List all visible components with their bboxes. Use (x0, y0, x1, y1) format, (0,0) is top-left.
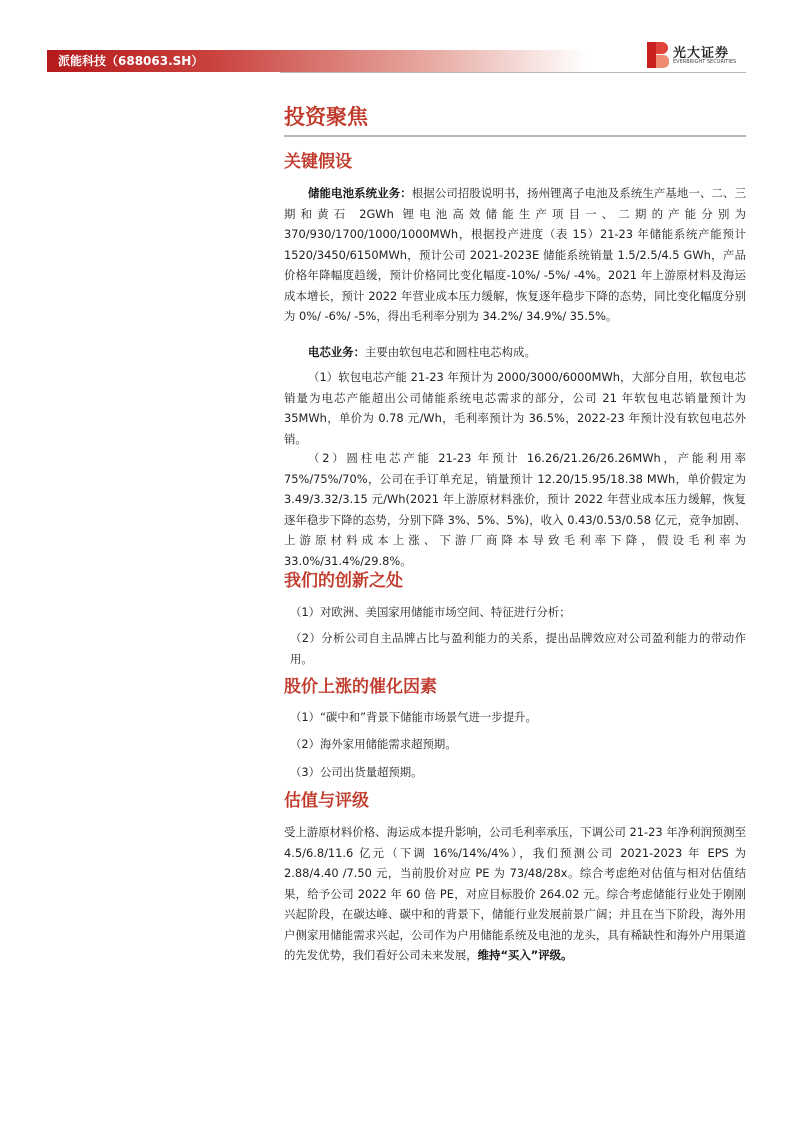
company-logo (645, 40, 757, 70)
paragraph-pouch-cells: （1）软包电芯产能 21-23 年预计为 2000/3000/6000MWh，大部分自用，软包电芯销量为电芯产能超出公司储能系统电芯需求的部分，公司 21 年软包电芯销量预计为 35MWh，单价为 0.78 元/Wh，毛利率预计为 36.5%，2022-23 年预计没有软包电芯外销。 (284, 370, 746, 446)
catalyst-item: （3）公司出货量超预期。 (290, 765, 423, 779)
paragraph-valuation (284, 822, 746, 966)
header-title: 派能科技（688063.SH） (58, 54, 204, 68)
paragraph-cell-business (284, 342, 746, 363)
section-title-assumptions: 关键假设 (284, 152, 352, 172)
logo-name: 光大证券 (673, 46, 730, 61)
section-title-valuation: 估值与评级 (284, 791, 369, 811)
title-divider (284, 135, 746, 137)
everbright-logo-icon (645, 40, 669, 70)
header-divider (280, 72, 746, 73)
paragraph-storage-business (284, 183, 746, 327)
page-title: 投资聚焦 (284, 105, 368, 129)
section-title-catalysts: 股价上涨的催化因素 (284, 677, 437, 697)
text-cell-business: 主要由软包电芯和圆柱电芯构成。 (364, 345, 536, 359)
text-valuation: 受上游原材料价格、海运成本提升影响，公司毛利率承压，下调公司 21-23 年净利润预测至 4.5/6.8/11.6 亿元（下调 16%/14%/4%），我们预测公司 2021-2023 年 EPS 为 2.88/4.40 /7.50 元，当前股价对应 PE 为 73/48/28x。综合考虑绝对估值与相对估值结果，给予公司 2022 年 60 倍 PE，对应目标股价 264.02 元。综合考虑储能行业处于刚刚兴起阶段，在碳达峰、碳中和的背景下，储能行业发展前景广阔；并且在当下阶段，海外用户侧家用储能需求兴起，公司作为户用储能系统及电池的龙头，具有稀缺性和海外户用渠道的先发优势，我们看好公司未来发展， (284, 825, 746, 962)
innovation-item: （1）对欧洲、美国家用储能市场空间、特征进行分析； (290, 605, 571, 619)
innovation-item: （2）分析公司自主品牌占比与盈利能力的关系，提出品牌效应对公司盈利能力的带动作用。 (290, 631, 746, 666)
label-cell-business: 电芯业务： (308, 345, 365, 359)
paragraph-cylindrical-cells: （2）圆柱电芯产能 21-23 年预计 16.26/21.26/26.26MWh，产能利用率 75%/75%/70%，公司在手订单充足，销量预计 12.20/15.95/18.38 MWh，单价假定为 3.49/3.32/3.15 元/Wh(2021 年上游原材料涨价，预计 2022 年营业成本压力缓解，恢复逐年稳步下降的态势，分别下降 3%、5%、5%)，收入 0.43/0.53/0.58 亿元，竞争加剧、上游原材料成本上涨、下游厂商降本导致毛利率下降，假设毛利率为 33.0%/31.4%/29.8%。 (284, 451, 746, 568)
text-storage-business: 根据公司招股说明书，扬州锂离子电池及系统生产基地一、二、三期和黄石 2GWh 锂电池高效储能生产项目一、二期的产能分别为 370/930/1700/1000/1000MWh，根据投产进度（表 15）21-23 年储能系统产能预计 1520/3450/6150MWh，预计公司 2021-2023E 储能系统销量 1.5/2.5/4.5 GWh，产品价格年降幅度趋缓，预计价格同比变化幅度-10%/ -5%/ -4%。2021 年上游原材料及海运成本增长，预计 2022 年营业成本压力缓解，恢复逐年稳步下降的态势，同比变化幅度分别为 0%/ -6%/ -5%，得出毛利率分别为 34.2%/ 34.9%/ 35.5%。 (284, 186, 746, 323)
logo-subtitle: EVERBRIGHT SECURITIES (673, 59, 737, 65)
catalyst-item: （2）海外家用储能需求超预期。 (290, 737, 457, 751)
catalyst-item: （1）“碳中和”背景下储能市场景气进一步提升。 (290, 710, 537, 724)
label-storage-business: 储能电池系统业务： (308, 186, 412, 200)
section-title-innovation: 我们的创新之处 (284, 571, 403, 591)
rating-statement: 维持“买入”评级。 (477, 948, 573, 962)
